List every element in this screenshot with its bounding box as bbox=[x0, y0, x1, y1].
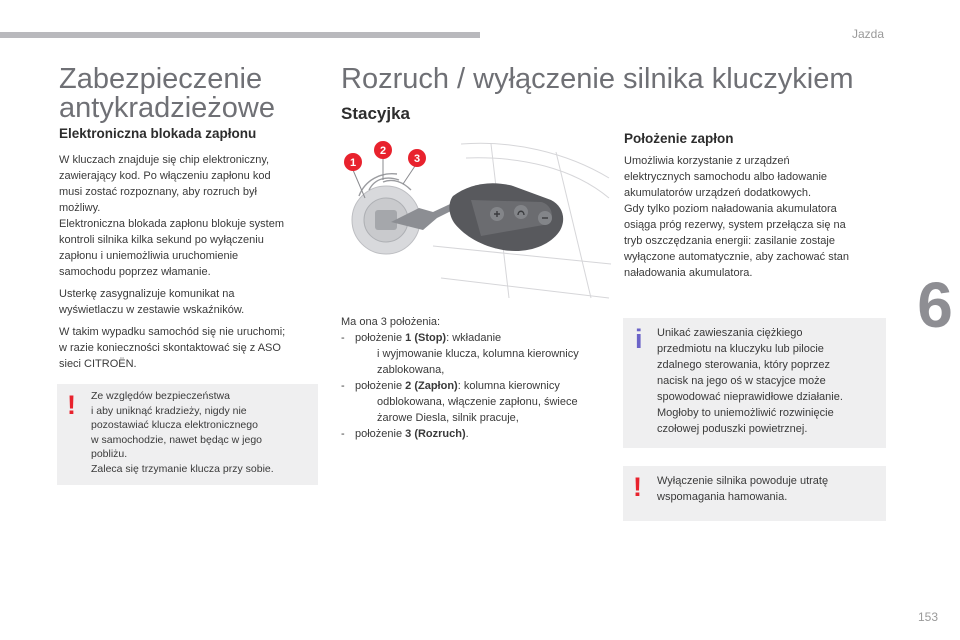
callout-3-label: 3 bbox=[413, 153, 421, 165]
info-icon: i bbox=[635, 324, 643, 354]
callout-1-leader bbox=[353, 170, 365, 198]
callout-2-label: 2 bbox=[379, 145, 387, 157]
warning-icon: ! bbox=[67, 390, 76, 420]
page-number: 153 bbox=[917, 610, 938, 624]
warning-icon: ! bbox=[633, 472, 642, 502]
brake-assist-warning-notice bbox=[623, 466, 886, 521]
positions-intro: Ma ona 3 położenia: bbox=[341, 316, 441, 328]
theft-warning-text: Ze względów bezpieczeństwa i aby uniknąć kradzieży, nigdy nie pozostawiać klucza elektronicznego w samochodzie, nawet będąc w jego pobliżu. Zaleca się trzymanie klucza przy sobie. bbox=[91, 390, 274, 475]
key-ignition-illustration bbox=[341, 138, 613, 304]
title-anti-theft bbox=[59, 65, 299, 123]
heavy-keyring-info-text: Unikać zawieszania ciężkiego przedmiotu na kluczyku lub pilocie zdalnego sterowania, który poprzez nacisk na jego oś w stacyjce może spowodować nieprawidłowe działanie. Mogłoby to uniemożliwić rozwinięcie czołowej poduszki powietrznej. bbox=[657, 327, 843, 435]
title-anti-theft-line1: Zabezpieczenie bbox=[59, 63, 263, 95]
immobiliser-description: W kluczach znajduje się chip elektroniczny, zawierający kod. Po włączeniu zapłonu kod musi zostać rozpoznany, aby rozruch był możliwy. Elektroniczna blokada zapłonu blokuje system kontroli silnika kilka sekund po wyłączeniu zapłonu i uniemożliwia uruchomienie samochodu poprzez włamanie. bbox=[59, 154, 285, 278]
ignition-position-description: Umożliwia korzystanie z urządzeń elektrycznych samochodu albo ładowanie akumulatorów urządzeń dodatkowych. Gdy tylko poziom naładowania akumulatora osiąga próg rezerwy, system przełącza się na tryb oszczędzania energii: zasilanie zostaje wyłączone automatycznie, aby zachować stan naładowania akumulatora. bbox=[624, 155, 850, 279]
key-positions-list bbox=[341, 314, 611, 442]
section-label: Jazda bbox=[851, 27, 884, 41]
callout-1-label: 1 bbox=[349, 157, 357, 169]
subtitle-ignition-switch: Stacyjka bbox=[341, 104, 410, 123]
contact-dealer-text: W takim wypadku samochód się nie uruchomi; w razie konieczności skontaktować się z ASO sieci CITROËN. bbox=[59, 326, 286, 370]
heavy-keyring-info-notice bbox=[623, 318, 886, 448]
chapter-number: 6 bbox=[917, 269, 953, 341]
title-anti-theft-line2: antykradzieżowe bbox=[59, 92, 275, 124]
fault-message-text: Usterkę zasygnalizuje komunikat na wyświetlaczu w zestawie wskaźników. bbox=[59, 288, 245, 316]
title-starting: Rozruch / wyłączenie silnika kluczykiem bbox=[341, 63, 854, 95]
position-1-item: - położenie 1 (Stop): wkładanie i wyjmowanie klucza, kolumna kierownicy zablokowana, bbox=[341, 332, 579, 376]
header-bar bbox=[0, 32, 480, 38]
position-3-item: - położenie 3 (Rozruch). bbox=[341, 428, 469, 440]
position-2-item: - położenie 2 (Zapłon): kolumna kierownicy odblokowana, włączenie zapłonu, świece żarowe Diesla, silnik pracuje, bbox=[341, 380, 578, 424]
subtitle-immobiliser: Elektroniczna blokada zapłonu bbox=[59, 126, 257, 141]
theft-warning-notice bbox=[57, 384, 318, 485]
brake-assist-warning-text: Wyłączenie silnika powoduje utratę wspomagania hamowania. bbox=[657, 475, 829, 503]
callout-3-leader bbox=[403, 166, 415, 184]
key-shape bbox=[391, 183, 563, 251]
subtitle-ignition-position: Położenie zapłon bbox=[624, 131, 734, 146]
